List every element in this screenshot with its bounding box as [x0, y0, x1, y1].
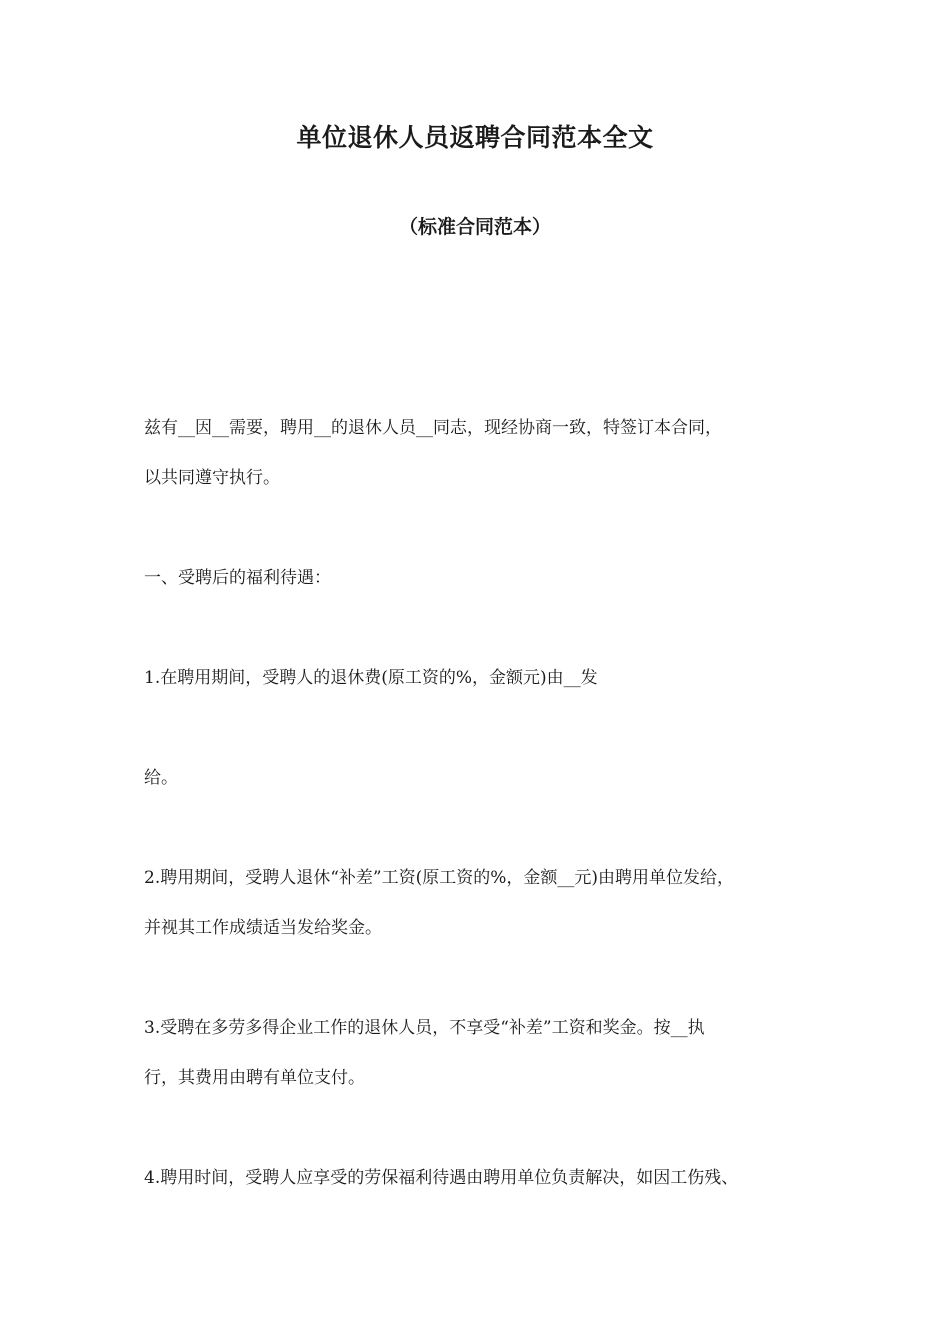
- section-heading-benefits: 一、受聘后的福利待遇：: [144, 568, 331, 588]
- clause-3-line-1: 3.受聘在多劳多得企业工作的退休人员，不享受“补差”工资和奖金。按__执: [144, 1018, 705, 1038]
- document-subtitle: （标准合同范本）: [398, 216, 551, 238]
- intro-line-2: 以共同遵守执行。: [144, 468, 280, 488]
- clause-1-line-1: 1.在聘用期间，受聘人的退休费(原工资的%，金额元)由__发: [144, 668, 598, 688]
- clause-1-line-2: 给。: [144, 768, 178, 788]
- clause-3-line-2: 行，其费用由聘有单位支付。: [144, 1068, 365, 1088]
- document-title: 单位退休人员返聘合同范本全文: [296, 123, 654, 152]
- intro-line-1: 兹有__因__需要，聘用__的退休人员__同志，现经协商一致，特签订本合同，: [144, 418, 722, 438]
- clause-4-line-1: 4.聘用时间，受聘人应享受的劳保福利待遇由聘用单位负责解决，如因工伤残、: [144, 1168, 739, 1188]
- clause-2-line-2: 并视其工作成绩适当发给奖金。: [144, 918, 382, 938]
- clause-2-line-1: 2.聘用期间，受聘人退休“补差”工资(原工资的%，金额__元)由聘用单位发给，: [144, 868, 735, 888]
